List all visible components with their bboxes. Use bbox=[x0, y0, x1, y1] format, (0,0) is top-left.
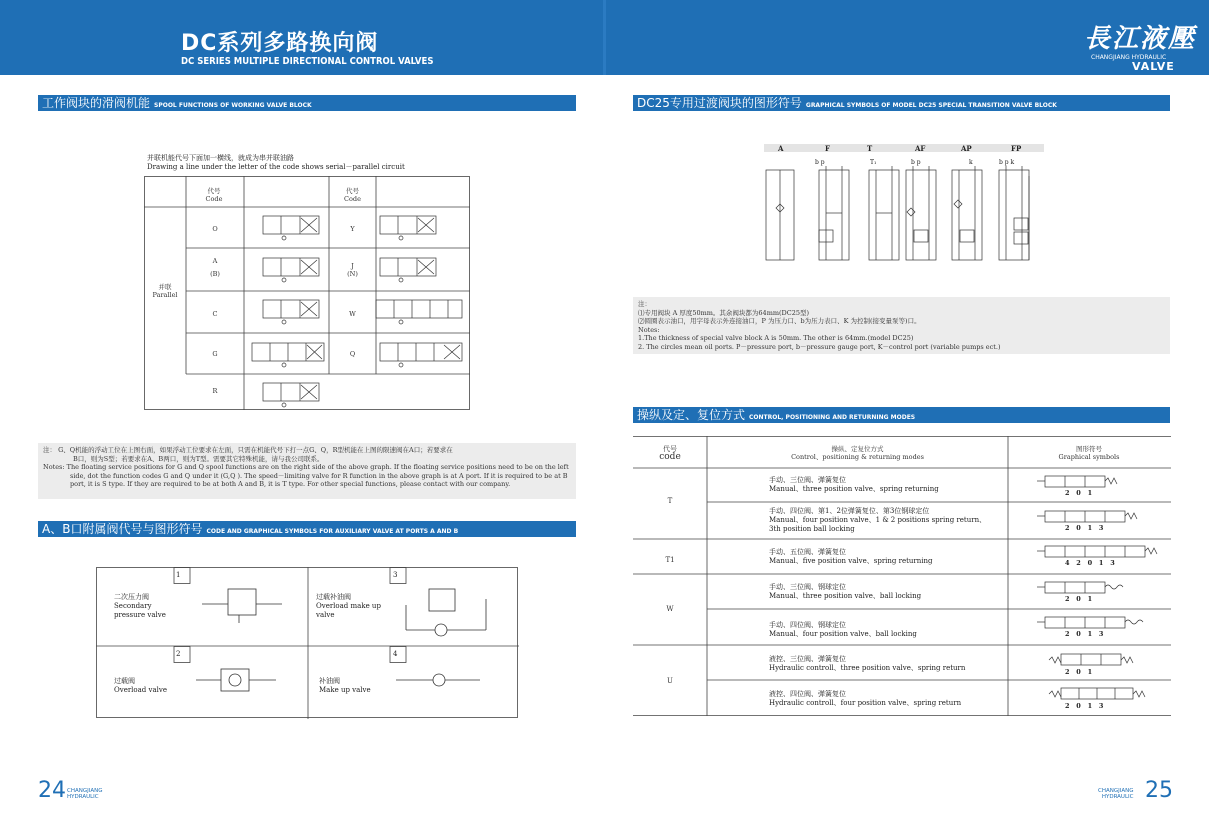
notes-line1-cn: G、Q机能的浮动工位在上图右面，如果浮动工位要求在左面，只需在机能代号下打一点G、Q，R型机能在上图的限速阀在A口；若要求在 bbox=[58, 446, 453, 454]
spool-section-title-en: SPOOL FUNCTIONS OF WORKING VALVE BLOCK bbox=[154, 102, 312, 109]
code-W: W bbox=[349, 310, 356, 318]
modes-header-symbol-en: Graphical symbols bbox=[1058, 453, 1120, 461]
spool-symbol-W bbox=[376, 300, 462, 324]
spool-symbol-J bbox=[380, 258, 436, 282]
aux-num-2: 2 bbox=[176, 650, 181, 658]
dc25-notes bbox=[633, 297, 1170, 354]
aux-num-4: 4 bbox=[393, 650, 398, 658]
aux-label-3 bbox=[316, 593, 381, 620]
mode-row-2-en: Manual、four position valve、1 & 2 positions spring return、 bbox=[769, 516, 987, 524]
brand-logo: 長江液壓 bbox=[1084, 24, 1197, 54]
code-header-right-en: Code bbox=[344, 195, 361, 203]
aux-symbol-overload-makeup bbox=[406, 589, 486, 636]
page-brand-left bbox=[67, 788, 103, 800]
page-brand-right bbox=[1098, 788, 1134, 800]
mode-row-1-en: Manual、three position valve、spring returning bbox=[769, 485, 939, 493]
dc25-col-T: T bbox=[867, 144, 873, 153]
aux-symbol-secondary-pressure bbox=[202, 589, 282, 623]
page-brand-left-1: CHANGJIANG bbox=[67, 788, 103, 794]
dc25-block-F bbox=[819, 166, 849, 260]
aux-symbol-overload bbox=[196, 669, 276, 691]
dc25-col-AP: AP bbox=[961, 144, 972, 153]
mode-symbol-W-3pos bbox=[1037, 582, 1123, 593]
spool-intro-en: Drawing a line under the letter of the code shows serial－parallel circuit bbox=[147, 163, 405, 171]
mode-symbol-T1-5pos bbox=[1037, 546, 1157, 557]
mode-pos-4: 2 0 1 bbox=[1065, 595, 1093, 603]
brand-logo-valve: VALVE bbox=[1132, 60, 1175, 73]
brand-logo-sub: CHANGJIANG HYDRAULIC bbox=[1091, 54, 1167, 61]
mode-code-W: W bbox=[666, 605, 674, 613]
aux-label-1-en2: pressure valve bbox=[114, 611, 166, 619]
dc25-section-title: DC25专用过渡阀块的图形符号 bbox=[637, 96, 802, 110]
aux-section-title: A、B口附属阀代号与图形符号 bbox=[42, 522, 203, 536]
code-Y: Y bbox=[350, 225, 355, 233]
mode-symbol-U-3pos bbox=[1049, 654, 1133, 665]
mode-row-4-en: Manual、three position valve、ball locking bbox=[769, 592, 922, 600]
mode-code-T: T bbox=[667, 497, 673, 505]
page-brand-right-2: HYDRAULIC bbox=[1101, 794, 1134, 800]
aux-section-title-en: CODE AND GRAPHICAL SYMBOLS FOR AUXILIARY VALVE AT PORTS A AND B bbox=[206, 528, 459, 535]
notes-line2-en: side, dot the function codes G and Q under it (G,Q ). The speed－limiting valve for R function in the above graph is at A port. If it is required to be at B bbox=[70, 471, 568, 480]
spool-notes bbox=[38, 443, 576, 499]
aux-label-4-cn: 补油阀 bbox=[319, 677, 340, 685]
mode-pos-7: 2 0 1 3 bbox=[1065, 702, 1104, 710]
page-fold bbox=[603, 0, 606, 75]
aux-label-1 bbox=[114, 593, 166, 620]
mode-row-5-en: Manual、four position valve、ball locking bbox=[769, 630, 917, 638]
dc25-col-A: A bbox=[778, 144, 784, 153]
dc25-col-AF: AF bbox=[915, 144, 926, 153]
dc25-notes-en-label: Notes: bbox=[638, 325, 660, 334]
page-brand-left-2: HYDRAULIC bbox=[67, 794, 99, 800]
parallel-label-en: Parallel bbox=[152, 291, 178, 299]
dc25-port-F: b p bbox=[815, 159, 825, 166]
notes-line1-en: Notes: The floating service positions for G and Q spool functions are on the right side of the above graph. If the floating service positions need to be on the left bbox=[43, 463, 569, 471]
mode-row-7-cn: 液控、四位阀、弹簧复位 bbox=[769, 690, 846, 698]
spool-symbol-O bbox=[263, 216, 319, 240]
modes-header-symbol-cn: 图形符号 bbox=[1076, 445, 1102, 453]
dc25-port-AF: b p bbox=[911, 159, 921, 166]
parallel-label bbox=[144, 283, 186, 299]
spool-table bbox=[144, 176, 470, 410]
mode-row-7-en: Hydraulic controll、four position valve、spring return bbox=[769, 699, 962, 707]
mode-pos-3: 4 2 0 1 3 bbox=[1065, 559, 1115, 567]
modes-section-title: 操纵及定、复位方式 bbox=[637, 408, 746, 422]
dc25-note1-en: 1.The thickness of special valve block A is 50mm. The other is 64mm.(model DC25) bbox=[638, 334, 914, 342]
code-C: C bbox=[212, 310, 218, 318]
spool-intro-cn: 并联机能代号下面加一横线，就成为串并联油路 bbox=[147, 154, 294, 162]
code-header-left-en: Code bbox=[205, 195, 223, 203]
modes-header-mode-cn: 操纵、定复位方式 bbox=[831, 445, 884, 453]
spool-symbol-R bbox=[263, 383, 319, 407]
aux-label-2-cn: 过载阀 bbox=[114, 677, 135, 685]
dc25-section-title-en: GRAPHICAL SYMBOLS OF MODEL DC25 SPECIAL TRANSITION VALVE BLOCK bbox=[805, 102, 1057, 109]
page-subtitle: DC SERIES MULTIPLE DIRECTIONAL CONTROL VALVES bbox=[181, 56, 434, 67]
mode-row-6 bbox=[769, 655, 965, 673]
modes-header-code-en: code bbox=[659, 452, 681, 462]
spool-section-header bbox=[38, 95, 576, 111]
aux-label-1-en1: Secondary bbox=[114, 602, 152, 610]
code-A: A bbox=[212, 257, 218, 265]
aux-num-3: 3 bbox=[393, 571, 398, 579]
code-Q: Q bbox=[349, 350, 356, 358]
mode-row-1-cn: 手动、三位阀、弹簧复位 bbox=[769, 476, 846, 484]
dc25-block-T bbox=[869, 166, 899, 260]
modes-header-mode-en: Control、positioning & returning modes bbox=[791, 453, 924, 461]
code-O: O bbox=[212, 225, 218, 233]
spool-symbol-Y bbox=[380, 216, 436, 240]
aux-label-4 bbox=[319, 677, 371, 695]
spool-symbol-G bbox=[252, 343, 324, 367]
mode-row-7 bbox=[769, 690, 961, 708]
mode-row-3-en: Manual、five position valve、spring returning bbox=[769, 557, 933, 565]
dc25-port-T: T₁ bbox=[870, 159, 877, 166]
mode-code-T1: T1 bbox=[665, 556, 675, 564]
aux-label-3-cn: 过载补油阀 bbox=[316, 593, 351, 601]
dc25-block-FP bbox=[999, 166, 1029, 260]
code-B: (B) bbox=[210, 270, 220, 278]
modes-header-mode bbox=[707, 445, 1008, 461]
dc25-symbols bbox=[764, 166, 1046, 264]
dc25-col-FP: FP bbox=[1011, 144, 1022, 153]
notes-label: 注： bbox=[43, 446, 56, 454]
aux-label-2-en1: Overload valve bbox=[114, 686, 167, 694]
code-G: G bbox=[212, 350, 218, 358]
mode-pos-6: 2 0 1 bbox=[1065, 668, 1093, 676]
aux-table bbox=[96, 567, 519, 719]
page-title: DC系列多路换向阀 bbox=[181, 31, 379, 56]
dc25-col-F: F bbox=[825, 144, 830, 153]
mode-symbol-W-4pos bbox=[1037, 617, 1143, 628]
mode-pos-2: 2 0 1 3 bbox=[1065, 524, 1104, 532]
mode-symbol-T-4pos bbox=[1037, 511, 1137, 522]
aux-label-2 bbox=[114, 677, 167, 695]
aux-symbol-makeup bbox=[396, 674, 480, 686]
dc25-notes-label: 注： bbox=[638, 300, 651, 308]
aux-section-header bbox=[38, 521, 576, 537]
dc25-block-AF bbox=[906, 166, 936, 260]
spool-section-title: 工作阀块的滑阀机能 bbox=[42, 96, 151, 110]
code-R: R bbox=[212, 387, 218, 395]
mode-row-2-en2: 3th position ball locking bbox=[769, 525, 855, 533]
aux-label-4-en1: Make up valve bbox=[319, 686, 371, 694]
mode-row-2-cn: 手动、四位阀、第1、2位弹簧复位、第3位钢球定位 bbox=[769, 507, 930, 515]
mode-row-2 bbox=[769, 507, 986, 534]
dc25-note1-cn: ⑴专用阀块 A 厚度50mm。其余阀块都为64mm(DC25型) bbox=[638, 308, 810, 317]
dc25-port-FP: b p k bbox=[999, 159, 1015, 166]
spool-symbol-Q bbox=[380, 343, 462, 367]
mode-code-U: U bbox=[667, 677, 673, 685]
page-number-right: 25 bbox=[1145, 778, 1173, 803]
aux-label-1-cn: 二次压力阀 bbox=[114, 593, 149, 601]
aux-label-3-en2: valve bbox=[316, 611, 335, 619]
modes-section-title-en: CONTROL, POSITIONING AND RETURNING MODES bbox=[749, 414, 916, 421]
spool-symbol-A bbox=[263, 258, 319, 282]
code-N: (N) bbox=[347, 270, 358, 278]
mode-row-6-cn: 液控、三位阀、弹簧复位 bbox=[769, 655, 846, 663]
mode-symbol-T-3pos bbox=[1037, 476, 1117, 487]
dc25-port-AP: k bbox=[969, 159, 973, 166]
dc25-column-bar bbox=[764, 144, 1044, 152]
code-header-left bbox=[186, 187, 242, 203]
notes-line2-cn: B口，则为S型；若要求在A、B两口，则为T型。需要其它特殊机能，请与我公司联系。 bbox=[73, 454, 324, 463]
modes-section-header bbox=[633, 407, 1170, 423]
aux-label-3-en1: Overload make up bbox=[316, 602, 381, 610]
parallel-label-cn: 并联 bbox=[158, 283, 172, 291]
mode-row-3 bbox=[769, 548, 933, 566]
dc25-section-header bbox=[633, 95, 1170, 111]
mode-row-3-cn: 手动、五位阀、弹簧复位 bbox=[769, 548, 846, 556]
aux-num-1: 1 bbox=[176, 571, 181, 579]
mode-row-5-cn: 手动、四位阀、钢球定位 bbox=[769, 621, 846, 629]
code-header-right bbox=[329, 187, 376, 203]
dc25-block-A bbox=[766, 170, 794, 260]
mode-symbol-U-4pos bbox=[1049, 688, 1145, 699]
mode-row-4-cn: 手动、三位阀、钢球定位 bbox=[769, 583, 846, 591]
dc25-note2-cn: ⑵圆圈表示油口，用字母表示外连接油口，P 为压力口、b为压力表口、K 为控制(接变量泵等)口。 bbox=[638, 317, 921, 325]
mode-symbols bbox=[1037, 476, 1157, 699]
dc25-note2-en: 2. The circles mean oil ports. P－pressure port, b－pressure gauge port, K－control port (variable pumps ect.) bbox=[638, 342, 1001, 351]
modes-header-code-cn: 代号 bbox=[663, 445, 677, 453]
page-brand-right-1: CHANGJIANG bbox=[1098, 788, 1134, 794]
code-header-right-cn: 代号 bbox=[346, 187, 359, 195]
spool-symbol-C bbox=[263, 300, 319, 324]
mode-pos-5: 2 0 1 3 bbox=[1065, 630, 1104, 638]
modes-header-symbol bbox=[1008, 445, 1170, 461]
code-J: J bbox=[351, 262, 354, 270]
modes-header-code bbox=[633, 445, 707, 461]
mode-row-6-en: Hydraulic controll、three position valve、spring return bbox=[769, 664, 966, 672]
dc25-block-AP bbox=[952, 166, 982, 260]
page-number-left: 24 bbox=[38, 778, 66, 803]
mode-row-4 bbox=[769, 583, 921, 601]
mode-row-1 bbox=[769, 476, 939, 494]
code-header-left-cn: 代号 bbox=[207, 187, 221, 195]
mode-row-5 bbox=[769, 621, 917, 639]
mode-pos-1: 2 0 1 bbox=[1065, 489, 1093, 497]
notes-line3-en: port, it is S type. If they are required to be at both A and B, it is T type. For other special functions, please contact with our company. bbox=[70, 480, 511, 488]
